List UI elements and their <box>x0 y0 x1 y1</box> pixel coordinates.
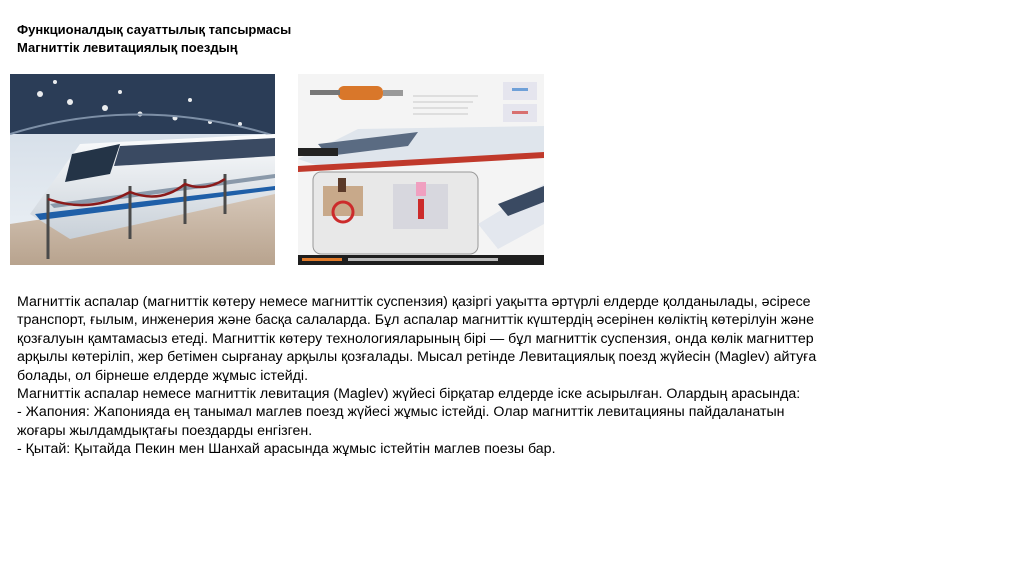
slide-title: Функционалдық сауаттылық тапсырмасы <box>17 22 292 37</box>
body-line: жоғары жылдамдықтағы поездарды енгізген. <box>17 422 313 439</box>
slide-subtitle: Магниттік левитациялық поездың <box>17 40 238 55</box>
title-block <box>17 21 291 57</box>
body-line: арқылы көтеріліп, жер бетімен сырғанау арқылы қозғалады. Мысал ретінде Левитациялық поезд жүйесін (Maglev) айтуға <box>17 349 817 366</box>
body-line: Магниттік аспалар немесе магниттік левитация (Maglev) жүйесі бірқатар елдерде іске асырылған. Олардың арасында: <box>17 386 801 403</box>
body-line: болады, ол бірнеше елдерде жұмыс істейді. <box>17 367 309 384</box>
body-line: транспорт, ғылым, инженерия және басқа салаларда. Бұл аспалар магниттік күштердің әсерінен көліктің көтерілуін және <box>17 312 815 329</box>
body-line: - Қытай: Қытайда Пекин мен Шанхай арасында жұмыс істейтін маглев поезы бар. <box>17 441 556 458</box>
body-text <box>17 293 1017 459</box>
maglev-train-photo <box>10 74 275 265</box>
body-line: қозғалуын қамтамасыз етеді. Магниттік көтеру технологияларының бірі — бұл магниттік суспензия, онда көлік магниттер <box>17 330 814 347</box>
maglev-diagram <box>298 74 544 265</box>
body-line: Магниттік аспалар (магниттік көтеру немесе магниттік суспензия) қазіргі уақытта әртүрлі елдерде қолданылады, әсіресе <box>17 294 811 310</box>
body-line: - Жапония: Жапонияда ең танымал маглев поезд жүйесі жұмыс істейді. Олар магниттік левитацияны пайдаланатын <box>17 404 785 421</box>
